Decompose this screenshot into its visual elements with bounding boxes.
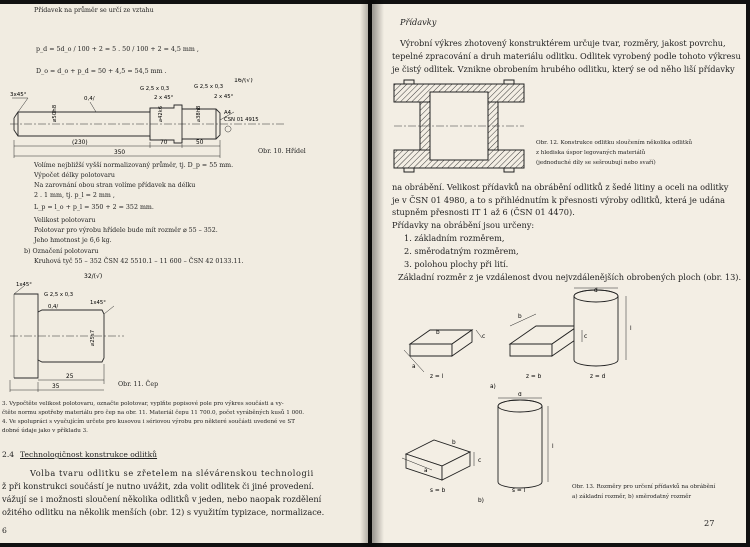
dim-chamfer-left: 3x45°: [10, 92, 27, 98]
label-d3: d: [594, 288, 598, 294]
label-group-a: a): [490, 384, 496, 390]
label-c4: c: [478, 458, 482, 464]
exercise-4-line1: 4. Ve spolupráci s vyučujícím určete pro kusovou i sériovou výrobu pro některé součásti uvedené ve ST: [2, 419, 295, 425]
heading-pridavky: Přídavky: [400, 17, 437, 27]
text-block1-line9: b) Označení polotovaru: [24, 248, 99, 255]
label-z2: z = b: [526, 374, 542, 380]
roughness-left: 0,4/: [84, 96, 95, 102]
label-b2: b: [518, 314, 522, 320]
text-block1-line7: Polotovar pro výrobu hřídele bude mít rozměr ⌀ 55 – 352.: [34, 227, 218, 234]
dim-chamfer-a: 1x45°: [16, 282, 32, 288]
dim-d38: ⌀38h8: [196, 105, 202, 122]
dim-chamfer-a: 2 x 45°: [154, 95, 174, 101]
exercise-3-line2: čtěte normu spotřeby materiálu pro čep na obr. 11. Materiál čepu 11 700.0, počet vyráběných kusů 1 000.: [2, 410, 305, 416]
dim-350: 350: [114, 150, 126, 156]
left-page: [0, 4, 368, 543]
body-line1: na obrábění. Velikost přídavků na obrábění odlitků z šedé litiny a oceli na odlitky: [392, 182, 729, 192]
section-title: Technologičnost konstrukce odlitků: [20, 450, 158, 459]
list-item-3: 3. polohou plochy při lití.: [404, 259, 509, 269]
text-block1-line2: Výpočet délky polotovaru: [34, 172, 115, 179]
label-s5: s = l: [512, 488, 526, 494]
text-block1-line10: Kruhová tyč 55 – 352 ČSN 42 5510.1 – 11 600 – ČSN 42 0133.11.: [34, 258, 244, 265]
dim-230: (230): [72, 140, 88, 146]
exercise-4-line2: dobné údaje jako v příkladu 3.: [2, 428, 88, 434]
calc-intro: Přídavek na průměr se určí ze vztahu: [34, 7, 154, 14]
fig10-caption: Obr. 10. Hřídel: [258, 148, 306, 155]
section-para-line3: vážují se i možnosti sloučení několika odlitků v jeden, nebo naopak rozdělení: [2, 494, 322, 504]
dim-d25: ⌀25s7: [90, 329, 96, 346]
text-block1-line5: L_p = l_o + p_l = 350 + 2 = 352 mm.: [34, 204, 154, 211]
text-block1-line4: 2 . 1 mm, tj. p_l = 2 mm ,: [34, 192, 115, 199]
dim-chamfer-b: 2 x 45°: [214, 94, 234, 100]
label-group-b: b): [478, 498, 484, 504]
label-c1: c: [482, 334, 486, 340]
fig11-caption: Obr. 11. Čep: [118, 381, 159, 388]
center-hole-standard: ČSN 01 4915: [224, 117, 259, 123]
roughness-top: 32/(√): [84, 273, 103, 280]
label-z3: z = d: [590, 374, 606, 380]
dimension-figures-b: [386, 392, 566, 504]
roughness-top: 16/(√): [234, 78, 253, 84]
label-b4: b: [452, 440, 456, 446]
section-para-line1: Volba tvaru odlitku se zřetelem na slévárenskou technologii: [30, 468, 314, 478]
label-c2: c: [584, 334, 588, 340]
fig13-caption-line1: Obr. 13. Rozměry pro určení přídavků na obrábění: [572, 484, 716, 490]
roughness: 0,4/: [48, 304, 59, 310]
page-number-right: 27: [704, 518, 715, 528]
right-page: [372, 4, 746, 543]
dimension-figures-a: [386, 286, 746, 390]
dim-groove-2: G 2,5 x 0,3: [194, 84, 224, 90]
dim-d42: ⌀42k6: [158, 105, 164, 122]
section-number: 2.4: [2, 450, 15, 459]
section-para-line2: ž při konstrukci součástí je nutno uvážit, zda volit odlitek či jiné provedení.: [2, 481, 314, 491]
exercise-3-line1: 3. Vypočtěte velikost polotovaru, označte polotovar, vyplňte popisové pole pro výkres součásti a vy-: [2, 401, 284, 407]
fig12-caption-line2: z hlediska úspor legovaných materiálů: [536, 150, 646, 156]
text-block1-line1: Volíme nejbližší vyšší normalizovaný průměr, tj. D_p = 55 mm.: [34, 162, 234, 169]
label-a4: a: [424, 468, 428, 474]
intro-line2: tepelné zpracování a druh materiálu odlitku. Odlitek vyrobený podle tohoto výkresu: [392, 51, 741, 61]
intro-line3: je čistý odlitek. Vznikne obrobením hrubého odlitku, který se od něho liší přídavky: [392, 64, 735, 74]
fig13-caption-line2: a) základní rozměr, b) směrodatný rozměr: [572, 494, 692, 500]
dim-70: 70: [160, 140, 168, 146]
dim-groove-1: G 2,5 x 0,3: [140, 86, 170, 92]
body-line4: Přídavky na obrábění jsou určeny:: [392, 220, 535, 230]
dim-25: 25: [66, 374, 74, 380]
casting-drawing: [390, 78, 530, 174]
pin-drawing: [4, 272, 154, 396]
dim-50: 50: [196, 140, 204, 146]
label-s4: s = b: [430, 488, 446, 494]
book-gutter: [360, 0, 384, 547]
label-a1: a: [412, 364, 416, 370]
list-item-1: 1. základním rozměrem,: [404, 233, 505, 243]
dim-35: 35: [52, 384, 60, 390]
section-para-line4: ožitého odlitku na několik menších (obr. 12) s využitím typizace, normalizace.: [2, 507, 325, 517]
dim-d50: ⌀50h8: [52, 104, 58, 122]
label-l5: l: [552, 444, 554, 450]
label-d5: d: [518, 392, 522, 398]
label-z1: z = l: [430, 374, 444, 380]
list-item-2: 2. směrodatným rozměrem,: [404, 246, 519, 256]
intro-line1: Výrobní výkres zhotovený konstruktérem určuje tvar, rozměry, jakost povrchu,: [400, 38, 726, 48]
text-block1-line8: Jeho hmotnost je 6,6 kg.: [34, 237, 112, 244]
body-line3: stupněm přesnosti IT 1 až 6 (ČSN 01 4470).: [392, 207, 575, 217]
text-block1-line6: Velikost polotovaru: [34, 217, 96, 224]
dim-groove: G 2,5 x 0,3: [44, 292, 74, 298]
fig12-caption-line1: Obr. 12. Konstrukce odlitku sloučením několika odlitků: [536, 140, 693, 146]
calc-formula-pd: p_d = 5d_o / 100 + 2 = 5 . 50 / 100 + 2 = 4,5 mm ,: [36, 46, 199, 53]
label-l3: l: [630, 326, 632, 332]
dim-chamfer-b: 1x45°: [90, 300, 106, 306]
label-b1: b: [436, 330, 440, 336]
calc-formula-do: D_o = d_o + p_d = 50 + 4,5 = 54,5 mm .: [36, 68, 167, 75]
shaft-drawing: [4, 78, 294, 162]
basic-dimension-text: Základní rozměr z je vzdálenost dvou nejvzdálenějších obrobených ploch (obr. 13).: [398, 272, 742, 282]
fig12-caption-line3: (jednoduché díly se sešroubují nebo svaří): [536, 160, 656, 166]
body-line2: je v ČSN 01 4980, a to s přihlédnutím k přesnosti výroby odlitků, která je udána: [392, 195, 726, 205]
page-number-left: 6: [2, 526, 7, 535]
center-hole-a4: A4: [224, 110, 231, 116]
text-block1-line3: Na zarovnání obou stran volíme přídavek na délku: [34, 182, 196, 189]
